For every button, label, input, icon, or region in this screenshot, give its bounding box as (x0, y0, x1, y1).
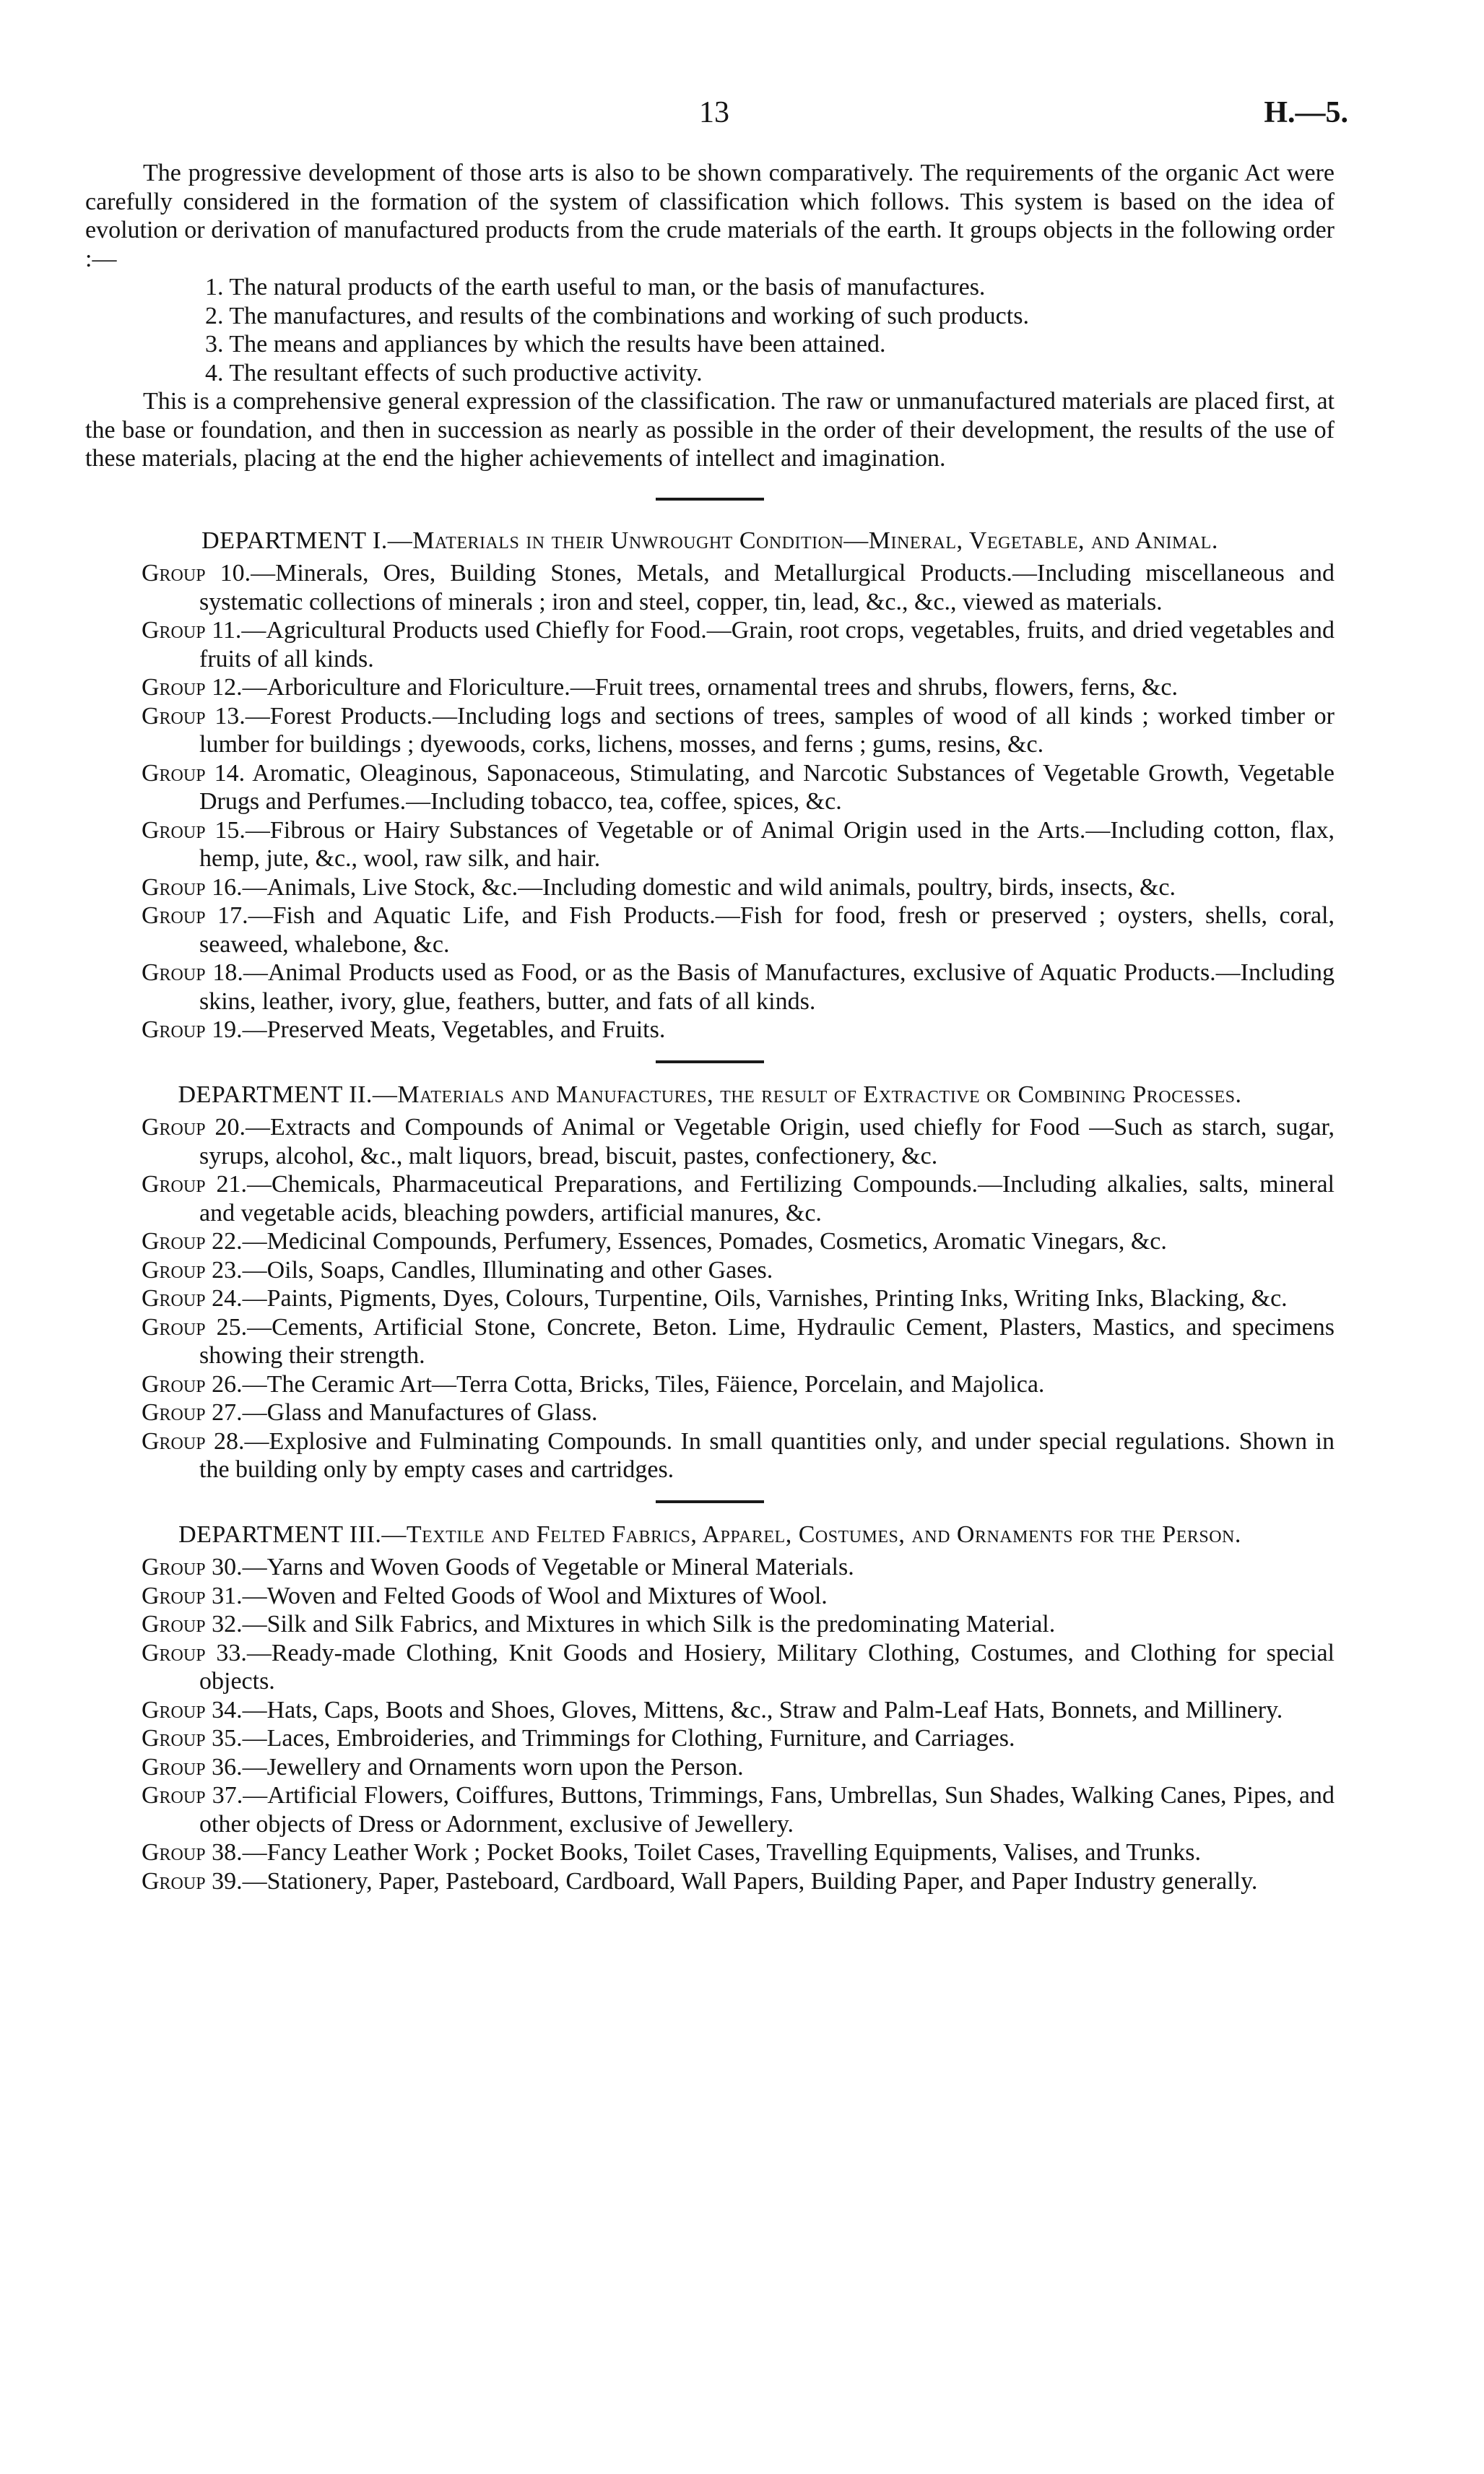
group-label: Group (142, 1867, 206, 1895)
group-label: Group (142, 959, 206, 986)
classification-order-list (85, 273, 1335, 387)
group-label: Group (142, 1370, 206, 1398)
section-divider (656, 1060, 764, 1063)
group-label: Group (142, 759, 206, 787)
group-label: Group (142, 1725, 206, 1752)
group-item (85, 1610, 1335, 1639)
group-item (85, 1284, 1335, 1313)
group-text: 30.—Yarns and Woven Goods of Vegetable or Mineral Materials. (205, 1554, 854, 1580)
department-heading (85, 527, 1335, 555)
group-label: Group (142, 816, 206, 844)
group-item (85, 673, 1335, 702)
group-label: Group (142, 1839, 206, 1866)
group-label: Group (142, 1016, 206, 1043)
group-text: 23.—Oils, Soaps, Candles, Illuminating and other Gases. (205, 1256, 773, 1284)
group-item (85, 1113, 1335, 1170)
department-number: DEPARTMENT I.— (201, 527, 413, 554)
group-label: Group (142, 1228, 206, 1255)
group-item (85, 1553, 1335, 1582)
group-text: 25.—Cements, Artificial Stone, Concrete, Beton. Lime, Hydraulic Cement, Plasters, Mastics, and specimens showing their strength. (199, 1313, 1335, 1369)
group-label: Group (142, 1427, 206, 1455)
group-item (85, 1867, 1335, 1896)
group-text: 18.—Animal Products used as Food, or as the Basis of Manufactures, exclusive of Aquatic Products.—Including skins, leather, ivory, glue, feathers, butter, and fats of all kinds. (199, 959, 1335, 1015)
group-label: Group (142, 1582, 206, 1609)
group-text: 34.—Hats, Caps, Boots and Shoes, Gloves, Mittens, &c., Straw and Palm-Leaf Hats, Bonnets, and Millinery. (205, 1696, 1283, 1723)
group-text: 16.—Animals, Live Stock, &c.—Including domestic and wild animals, poultry, birds, insects, &c. (205, 873, 1176, 901)
group-text: 19.—Preserved Meats, Vegetables, and Fruits. (205, 1016, 666, 1043)
group-label: Group (142, 873, 206, 901)
group-item (85, 1313, 1335, 1370)
group-text: 33.—Ready-made Clothing, Knit Goods and Hosiery, Military Clothing, Costumes, and Clothing for special objects. (199, 1639, 1335, 1695)
group-text: 36.—Jewellery and Ornaments worn upon the Person. (205, 1753, 744, 1781)
group-label: Group (142, 617, 206, 644)
group-item (85, 1753, 1335, 1782)
group-item (85, 1582, 1335, 1611)
group-item (85, 616, 1335, 673)
group-item (85, 1427, 1335, 1484)
order-item: 2. The manufactures, and results of the combinations and working of such products. (205, 302, 1029, 329)
group-text: 11.—Agricultural Products used Chiefly for Food.—Grain, root crops, vegetables, fruits, and dried vegetables and fruits of all kinds. (199, 617, 1335, 672)
group-label: Group (142, 674, 206, 701)
group-text: 31.—Woven and Felted Goods of Wool and Mixtures of Wool. (205, 1582, 828, 1609)
order-item: 3. The means and appliances by which the results have been attained. (205, 331, 886, 358)
department-3 (85, 1521, 1335, 1896)
group-label: Group (142, 1171, 206, 1198)
group-text: 26.—The Ceramic Art—Terra Cotta, Bricks, Tiles, Fäience, Porcelain, and Majolica. (205, 1370, 1045, 1398)
group-item (85, 1370, 1335, 1399)
group-text: 20.—Extracts and Compounds of Animal or Vegetable Origin, used chiefly for Food —Such as starch, sugar, syrups, alcohol, &c., malt liquors, bread, biscuit, pastes, confectionery, &c. (199, 1114, 1335, 1169)
department-heading (85, 1521, 1335, 1549)
department-1 (85, 527, 1335, 1044)
group-text: 10.—Minerals, Ores, Building Stones, Metals, and Metallurgical Products.—Including miscellaneous and systematic collections of minerals ; iron and steel, copper, tin, lead, &c., &c., viewed as materials. (199, 560, 1335, 615)
group-text: 28.—Explosive and Fulminating Compounds. In small quantities only, and under special regulations. Shown in the building only by empty cases and cartridges. (199, 1427, 1335, 1483)
group-label: Group (142, 702, 206, 730)
group-item (85, 901, 1335, 959)
group-item (85, 1639, 1335, 1696)
group-label: Group (142, 1611, 206, 1638)
group-text: 35.—Laces, Embroideries, and Trimmings for Clothing, Furniture, and Carriages. (205, 1725, 1015, 1752)
document-reference: H.—5. (1264, 96, 1348, 129)
group-label: Group (142, 1554, 206, 1580)
group-label: Group (142, 1313, 206, 1341)
group-label: Group (142, 1696, 206, 1723)
group-text: 38.—Fancy Leather Work ; Pocket Books, Toilet Cases, Travelling Equipments, Valises, and Trunks. (205, 1839, 1202, 1866)
group-text: 27.—Glass and Manufactures of Glass. (205, 1399, 598, 1426)
group-list (85, 559, 1335, 1044)
page-body (85, 159, 1335, 1895)
group-text: 13.—Forest Products.—Including logs and sections of trees, samples of wood of all kinds ; worked timber or lumber for buildings ; dyewoods, corks, lichens, mosses, and ferns ; gums, resins, &c. (199, 702, 1335, 758)
group-item (85, 1016, 1335, 1044)
department-number: DEPARTMENT III.— (178, 1521, 407, 1548)
group-text: 12.—Arboriculture and Floriculture.—Fruit trees, ornamental trees and shrubs, flowers, ferns, &c. (205, 674, 1178, 701)
group-text: 17.—Fish and Aquatic Life, and Fish Products.—Fish for food, fresh or preserved ; oysters, shells, coral, seaweed, whalebone, &c. (199, 902, 1335, 958)
department-number: DEPARTMENT II.— (178, 1081, 398, 1108)
order-item: 1. The natural products of the earth useful to man, or the basis of manufactures. (205, 274, 986, 300)
group-item (85, 1781, 1335, 1838)
group-label: Group (142, 560, 206, 587)
group-item (85, 559, 1335, 616)
group-item (85, 759, 1335, 816)
group-item (85, 1398, 1335, 1427)
group-item (85, 1170, 1335, 1227)
group-list (85, 1113, 1335, 1484)
group-text: 37.—Artificial Flowers, Coiffures, Buttons, Trimmings, Fans, Umbrellas, Sun Shades, Walking Canes, Pipes, and other objects of Dress or Adornment, exclusive of Jewellery. (199, 1782, 1335, 1838)
group-text: 14. Aromatic, Oleaginous, Saponaceous, Stimulating, and Narcotic Substances of Vegetable Growth, Vegetable Drugs and Perfumes.—Including tobacco, tea, coffee, spices, &c. (199, 759, 1335, 815)
group-label: Group (142, 1399, 206, 1426)
group-item (85, 1724, 1335, 1753)
group-label: Group (142, 1285, 206, 1312)
group-item (85, 702, 1335, 759)
group-text: 32.—Silk and Silk Fabrics, and Mixtures in which Silk is the predominating Material. (205, 1611, 1056, 1638)
group-text: 21.—Chemicals, Pharmaceutical Preparations, and Fertilizing Compounds.—Including alkalies, salts, mineral and vegetable acids, bleaching powders, artificial manures, &c. (199, 1171, 1335, 1227)
group-item (85, 1696, 1335, 1725)
section-divider (656, 1500, 764, 1503)
group-text: 22.—Medicinal Compounds, Perfumery, Essences, Pomades, Cosmetics, Aromatic Vinegars, &c. (205, 1228, 1167, 1255)
group-item (85, 959, 1335, 1016)
department-title: Textile and Felted Fabrics, Apparel, Costumes, and Ornaments for the Person. (406, 1521, 1241, 1548)
department-title: Materials and Manufactures, the result of Extractive or Combining Processes. (397, 1081, 1242, 1108)
department-2 (85, 1081, 1335, 1484)
section-divider (656, 498, 764, 501)
group-text: 24.—Paints, Pigments, Dyes, Colours, Turpentine, Oils, Varnishes, Printing Inks, Writing Inks, Blacking, &c. (205, 1285, 1288, 1312)
group-item (85, 1838, 1335, 1867)
group-item (85, 873, 1335, 902)
department-title: Materials in their Unwrought Condition—Mineral, Vegetable, and Animal. (412, 527, 1218, 554)
page-number: 13 (699, 96, 729, 129)
group-text: 39.—Stationery, Paper, Pasteboard, Cardboard, Wall Papers, Building Paper, and Paper Industry generally. (205, 1867, 1258, 1895)
group-label: Group (142, 1753, 206, 1781)
order-item: 4. The resultant effects of such productive activity. (205, 359, 703, 386)
intro-paragraph-2: This is a comprehensive general expression of the classification. The raw or unmanufactured materials are placed first, at the base or foundation, and then in succession as nearly as possible in the order of their development, the results of the use of these materials, placing at the end the higher achievements of intellect and imagination. (85, 388, 1335, 472)
group-label: Group (142, 1639, 206, 1666)
intro-paragraph: The progressive development of those arts is also to be shown comparatively. The requirements of the organic Act were carefully considered in the formation of the system of classification which follows. This system is based on the idea of evolution or derivation of manufactured products from the crude materials of the earth. It groups objects in the following order :— (85, 160, 1335, 272)
group-item (85, 1227, 1335, 1256)
department-heading (85, 1081, 1335, 1110)
group-text: 15.—Fibrous or Hairy Substances of Vegetable or of Animal Origin used in the Arts.—Including cotton, flax, hemp, jute, &c., wool, raw silk, and hair. (199, 816, 1335, 872)
group-label: Group (142, 902, 206, 929)
group-label: Group (142, 1114, 206, 1141)
group-list (85, 1553, 1335, 1895)
group-label: Group (142, 1256, 206, 1284)
group-item (85, 816, 1335, 873)
group-label: Group (142, 1782, 206, 1809)
group-item (85, 1256, 1335, 1285)
